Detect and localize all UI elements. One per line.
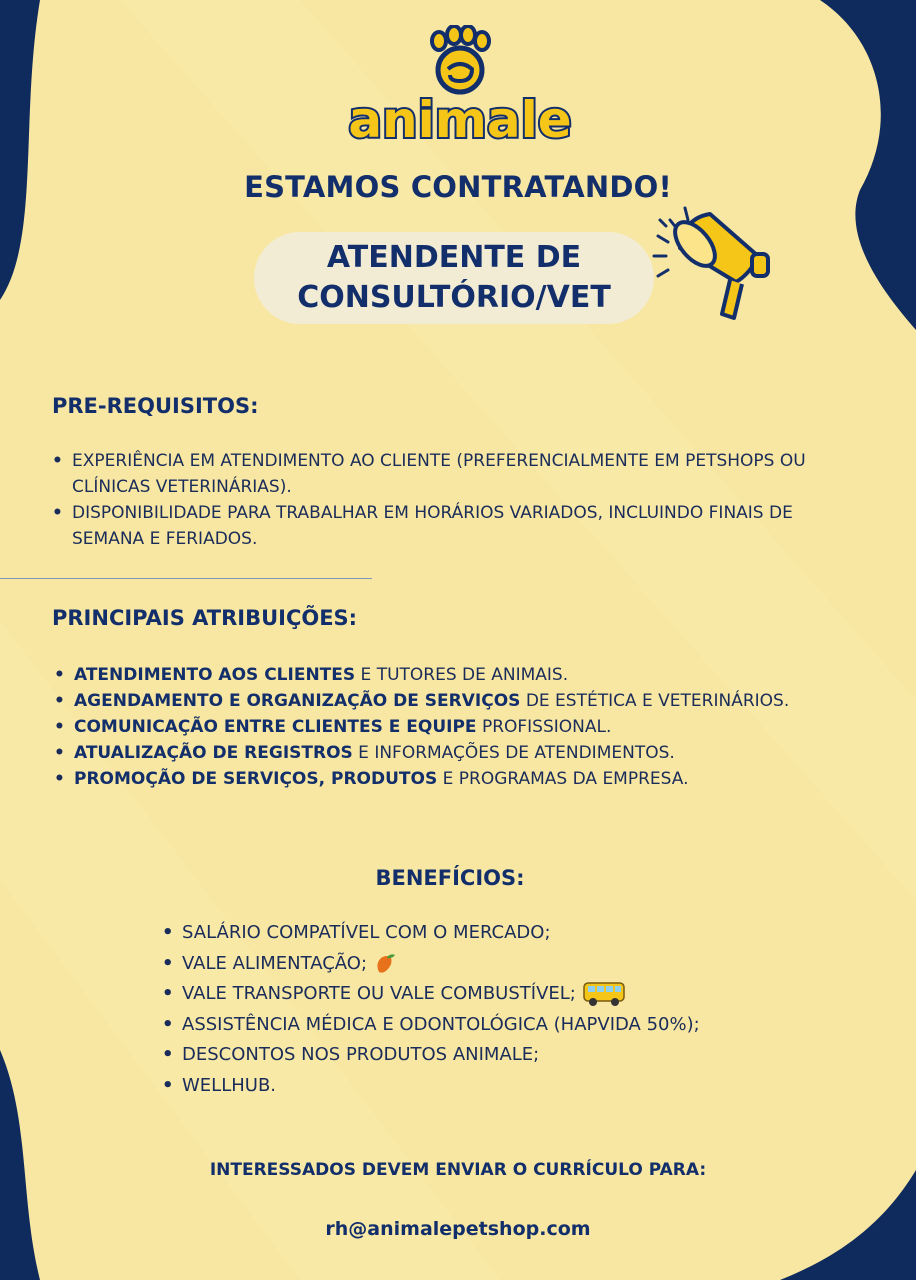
prereq-list <box>50 448 900 552</box>
list-item <box>52 766 902 792</box>
list-item <box>52 740 902 766</box>
animale-logo <box>340 25 580 155</box>
duty-2-bold: AGENDAMENTO E ORGANIZAÇÃO DE SERVIÇOS <box>74 691 521 711</box>
benefit-6: WELLHUB. <box>182 1074 277 1096</box>
mango-icon <box>373 952 397 976</box>
job-title-line-2: CONSULTÓRIO/VET <box>297 280 611 315</box>
job-title <box>254 238 654 318</box>
list-item <box>52 714 902 740</box>
prereq-item-1-line-2: CLÍNICAS VETERINÁRIAS). <box>72 477 292 497</box>
list-item <box>52 688 902 714</box>
prereq-heading: PRE-REQUISITOS: <box>52 394 259 418</box>
section-divider <box>0 578 372 579</box>
benefit-3: VALE TRANSPORTE OU VALE COMBUSTÍVEL; <box>182 983 576 1004</box>
duty-3-bold: COMUNICAÇÃO ENTRE CLIENTES E EQUIPE <box>74 717 477 737</box>
benefits-list <box>160 918 840 1101</box>
duty-2-rest: DE ESTÉTICA E VETERINÁRIOS. <box>520 691 790 711</box>
bus-icon <box>582 980 626 1008</box>
list-item <box>160 1040 840 1071</box>
contact-email[interactable]: rh@animalepetshop.com <box>325 1218 591 1240</box>
list-item <box>160 1071 840 1102</box>
prereq-item-2-line-2: SEMANA E FERIADOS. <box>72 529 258 549</box>
duties-heading: PRINCIPAIS ATRIBUIÇÕES: <box>52 606 358 630</box>
benefit-2: VALE ALIMENTAÇÃO; <box>182 952 368 974</box>
benefit-4: ASSISTÊNCIA MÉDICA E ODONTOLÓGICA (HAPVIDA 50%); <box>182 1013 700 1035</box>
duty-3-rest: PROFISSIONAL. <box>476 717 612 737</box>
list-item <box>160 1010 840 1041</box>
duty-1-bold: ATENDIMENTO AOS CLIENTES <box>74 665 356 685</box>
duty-1-rest: E TUTORES DE ANIMAIS. <box>355 665 569 685</box>
list-item <box>50 448 900 500</box>
contact-label: INTERESSADOS DEVEM ENVIAR O CURRÍCULO PARA: <box>209 1160 707 1180</box>
paw-a-logo-icon <box>432 26 489 92</box>
job-title-line-1: ATENDENTE DE <box>326 240 582 275</box>
brand-wordmark: animale <box>348 91 572 149</box>
megaphone-icon <box>640 190 780 330</box>
benefit-1: SALÁRIO COMPATÍVEL COM O MERCADO; <box>182 922 551 943</box>
duty-4-rest: E INFORMAÇÕES DE ATENDIMENTOS. <box>352 743 675 763</box>
duty-5-rest: E PROGRAMAS DA EMPRESA. <box>437 769 689 789</box>
hiring-title: ESTAMOS CONTRATANDO! <box>244 170 672 204</box>
duty-5-bold: PROMOÇÃO DE SERVIÇOS, PRODUTOS <box>74 769 438 789</box>
list-item <box>50 500 900 552</box>
duties-list <box>52 662 902 792</box>
benefit-5: DESCONTOS NOS PRODUTOS ANIMALE; <box>182 1044 540 1065</box>
duty-4-bold: ATUALIZAÇÃO DE REGISTROS <box>74 743 353 763</box>
benefits-heading: BENEFÍCIOS: <box>375 866 525 890</box>
prereq-item-2-line-1: DISPONIBILIDADE PARA TRABALHAR EM HORÁRIOS VARIADOS, INCLUINDO FINAIS DE <box>72 503 793 523</box>
list-item <box>160 979 840 1010</box>
list-item <box>160 949 840 980</box>
list-item <box>160 918 840 949</box>
list-item <box>52 662 902 688</box>
prereq-item-1-line-1: EXPERIÊNCIA EM ATENDIMENTO AO CLIENTE (PREFERENCIALMENTE EM PETSHOPS OU <box>72 451 806 471</box>
